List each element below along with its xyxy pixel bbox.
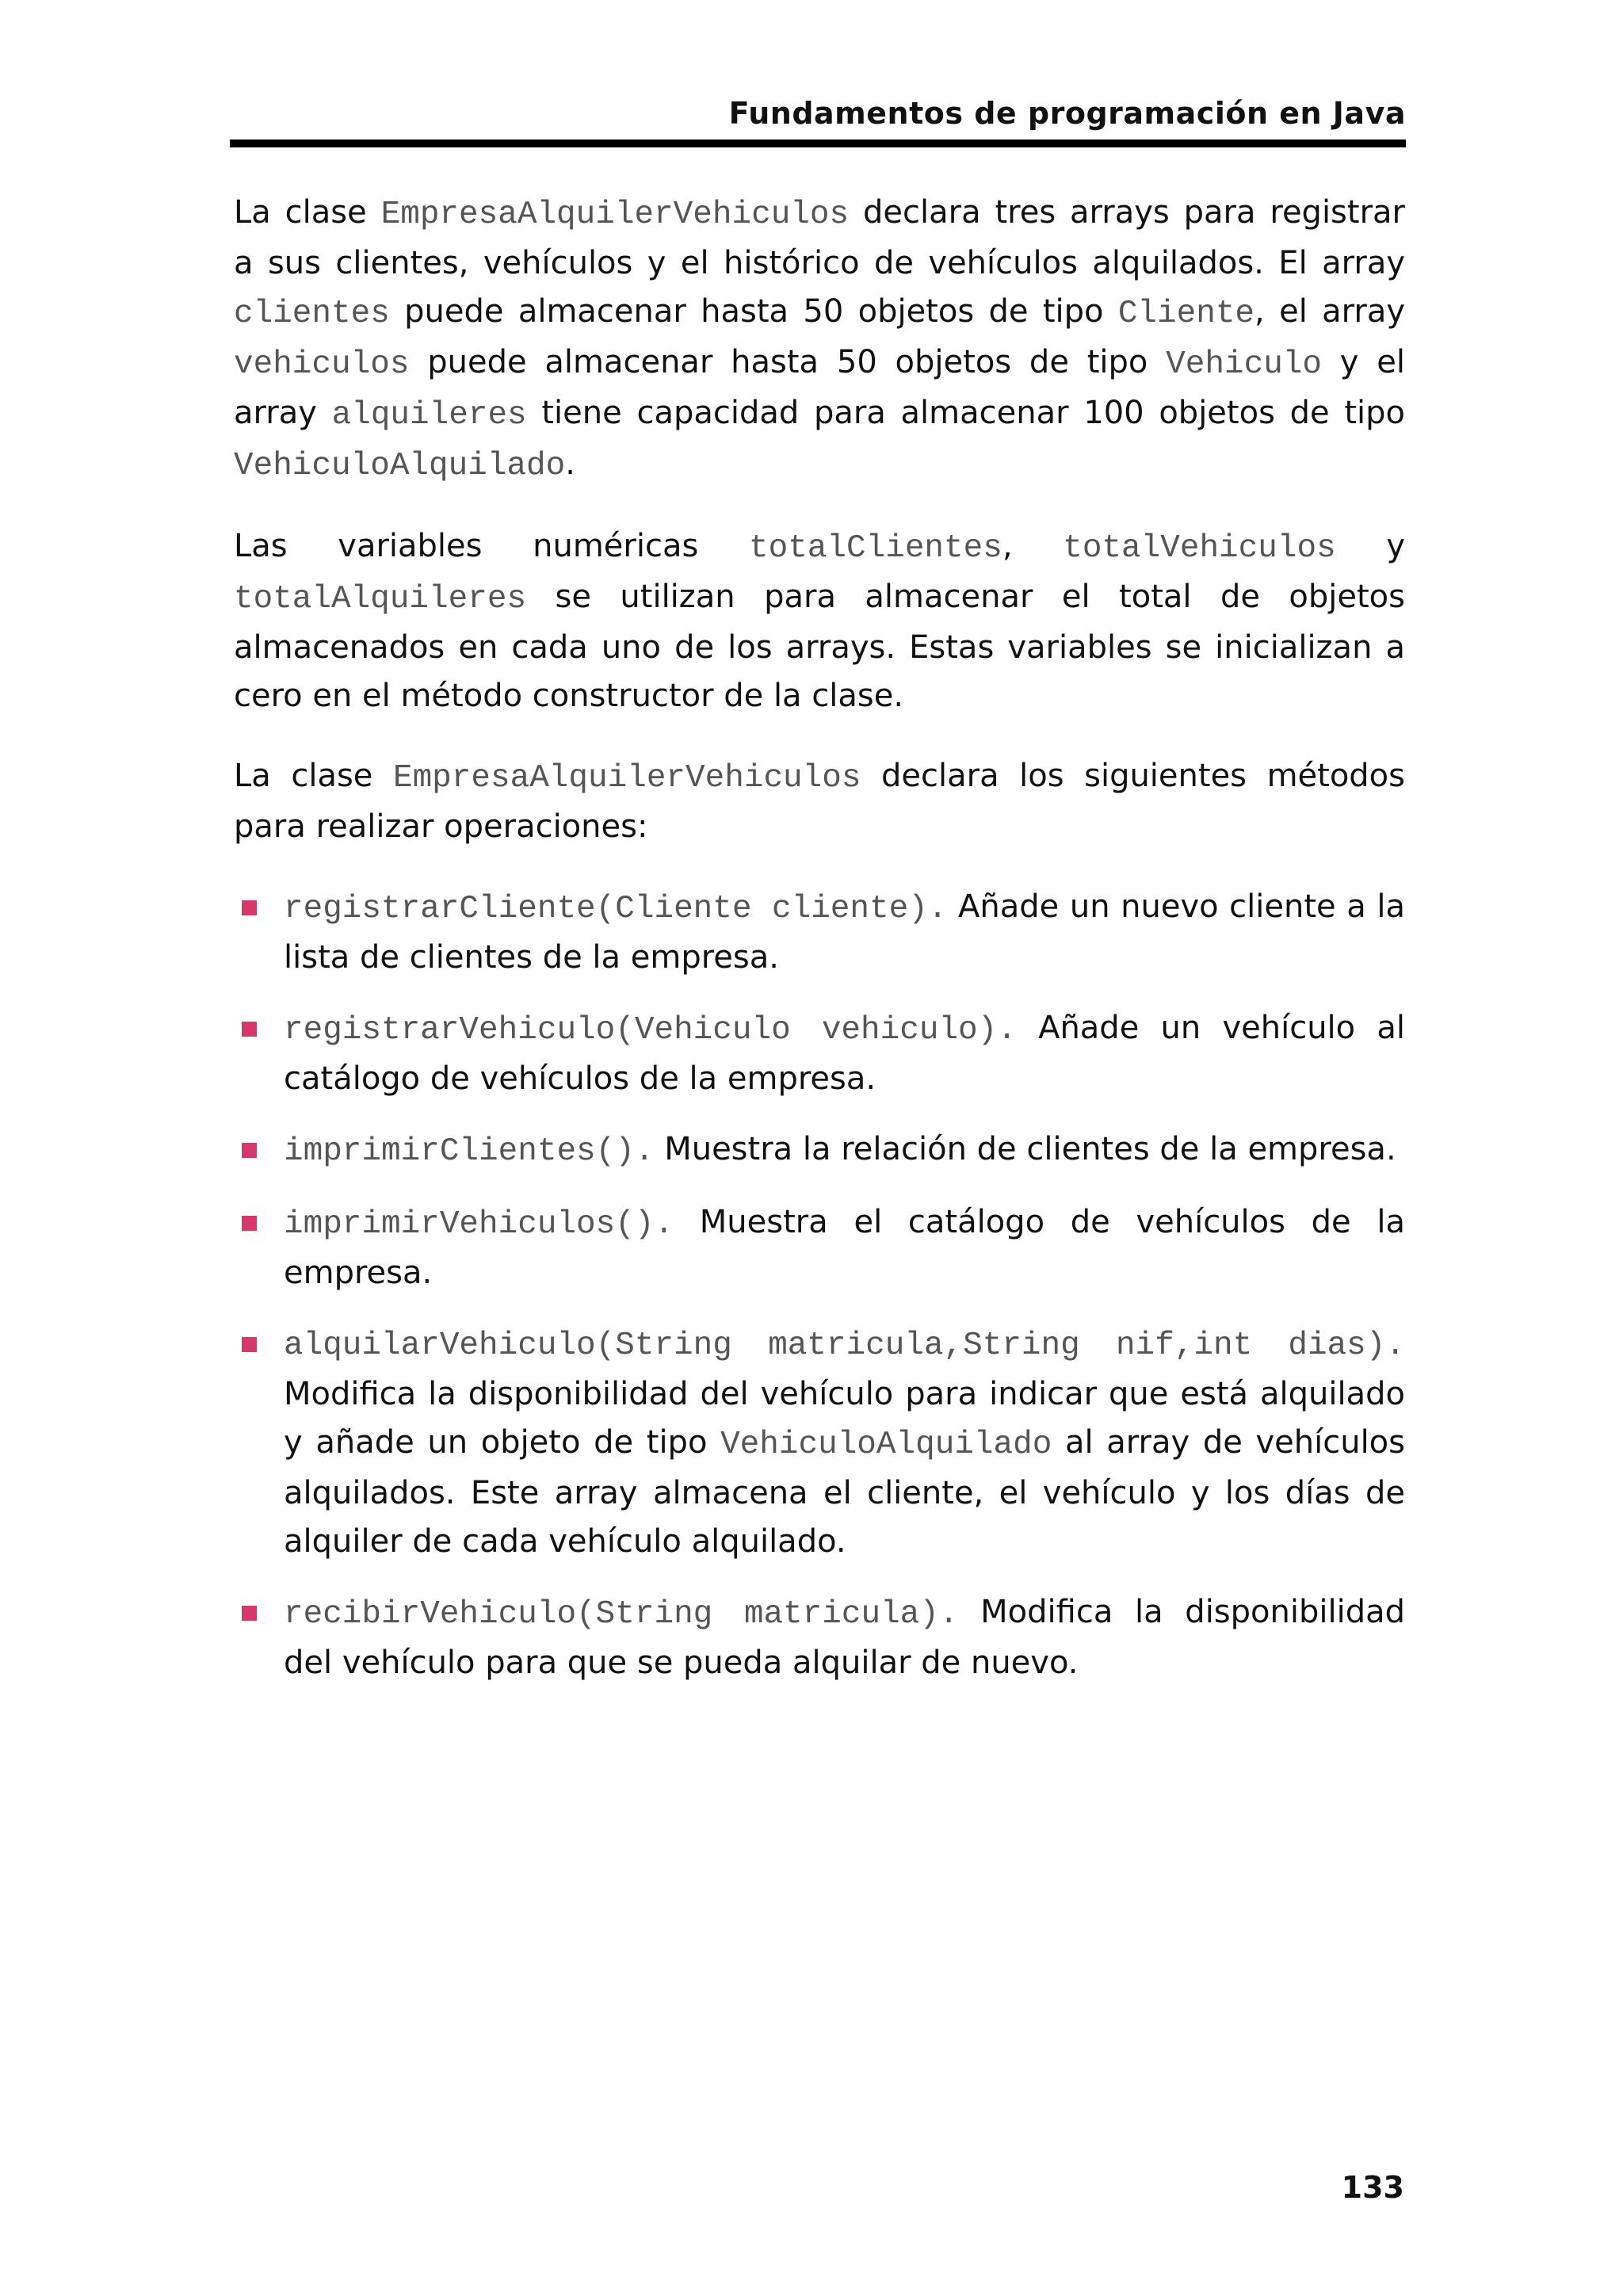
text-run: puede almacenar hasta 50 objetos de tipo — [389, 293, 1118, 330]
method-description: al array de vehículos alquilados. Este array almacena el cliente, el vehículo y los días de alquiler de cada vehículo alquilado. — [284, 1424, 1405, 1560]
method-signature: registrarVehiculo(Vehiculo vehiculo). — [284, 1012, 1017, 1049]
code-type-cliente: Cliente — [1117, 296, 1255, 332]
paragraph-methods-intro — [234, 752, 1405, 851]
running-header: Fundamentos de programación en Java — [728, 96, 1406, 131]
code-total-vehiculos: totalVehiculos — [1063, 530, 1336, 567]
method-description: Muestra el catálogo de vehículos de la empresa. — [284, 1204, 1405, 1291]
text-run: se utilizan para almacenar el total de objetos almacenados en cada uno de los arrays. Estas variables se inicializan a cero en el método constructor de la clase. — [234, 579, 1405, 714]
square-bullet-icon — [242, 1337, 257, 1352]
square-bullet-icon — [242, 1143, 257, 1158]
page-body — [234, 189, 1405, 1710]
method-signature: imprimirClientes(). — [284, 1133, 655, 1170]
methods-list — [234, 883, 1405, 1687]
method-description: Añade un vehículo al catálogo de vehículos de la empresa. — [284, 1010, 1405, 1097]
code-type-vehiculo-alquilado: VehiculoAlquilado — [720, 1427, 1052, 1463]
code-type-vehiculo-alquilado: VehiculoAlquilado — [234, 448, 566, 484]
square-bullet-icon — [242, 900, 257, 915]
text-run: . — [565, 445, 575, 482]
paragraph-arrays — [234, 189, 1405, 491]
paragraph-counters — [234, 522, 1405, 720]
text-run: , el array — [1254, 293, 1406, 330]
text-run: , — [1002, 528, 1064, 564]
code-array-alquileres: alquileres — [331, 397, 527, 434]
text-run: declara los siguientes métodos para realizar operaciones: — [234, 758, 1405, 845]
square-bullet-icon — [242, 1022, 257, 1037]
method-description: Modifica la disponibilidad del vehículo para indicar que está alquilado y añade un objeto de tipo — [284, 1376, 1405, 1461]
list-item — [234, 1320, 1405, 1566]
text-run: La clase — [234, 194, 381, 231]
list-item — [234, 1004, 1405, 1103]
method-description: Añade un nuevo cliente a la lista de clientes de la empresa. — [284, 888, 1405, 976]
text-run: y — [1335, 528, 1406, 564]
text-run: declara tres arrays para registrar a sus clientes, vehículos y el histórico de vehículos alquilados. El array — [234, 194, 1405, 281]
text-run: La clase — [234, 758, 393, 794]
code-array-vehiculos: vehiculos — [234, 346, 410, 383]
text-run: tiene capacidad para almacenar 100 objetos de tipo — [526, 395, 1405, 431]
method-description: Modifica la disponibilidad del vehículo para que se pueda alquilar de nuevo. — [284, 1594, 1405, 1681]
code-type-vehiculo: Vehiculo — [1166, 346, 1323, 383]
text-run: y el array — [234, 344, 1405, 431]
page-number: 133 — [1341, 2170, 1404, 2205]
list-item — [234, 1588, 1405, 1687]
method-signature: registrarCliente(Cliente cliente). — [284, 891, 948, 927]
method-signature: recibirVehiculo(String matricula). — [284, 1596, 959, 1633]
list-item — [234, 883, 1405, 982]
code-total-clientes: totalClientes — [748, 530, 1002, 567]
code-array-clientes: clientes — [234, 296, 390, 332]
text-run: Las variables numéricas — [234, 528, 749, 564]
text-run: puede almacenar hasta 50 objetos de tipo — [409, 344, 1167, 380]
square-bullet-icon — [242, 1216, 257, 1231]
code-class-name: EmpresaAlquilerVehiculos — [380, 197, 850, 233]
method-description: Muestra la relación de clientes de la empresa. — [654, 1131, 1396, 1167]
header-rule — [230, 139, 1406, 147]
list-item — [234, 1125, 1405, 1176]
list-item — [234, 1198, 1405, 1297]
method-signature: imprimirVehiculos(). — [284, 1206, 674, 1243]
square-bullet-icon — [242, 1606, 257, 1621]
code-total-alquileres: totalAlquileres — [234, 581, 527, 617]
method-signature: alquilarVehiculo(String matricula,String nif,int dias). — [284, 1328, 1405, 1364]
code-class-name: EmpresaAlquilerVehiculos — [392, 760, 861, 797]
